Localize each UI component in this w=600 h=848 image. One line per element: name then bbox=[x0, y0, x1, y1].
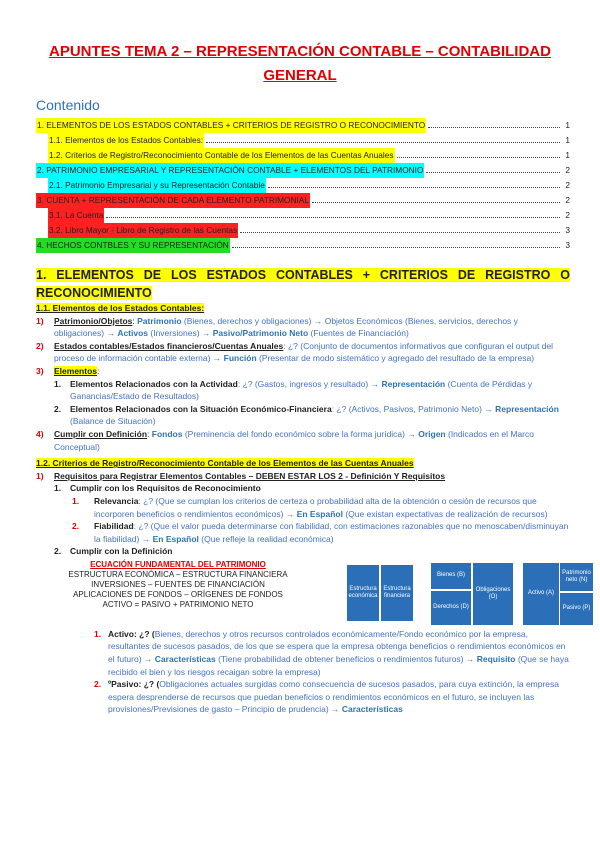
list-item: 2. Cumplir con la Definición bbox=[54, 546, 173, 557]
list-item: 2. ºPasivo: ¿? (Obligaciones actuales surgidas como consecuencia de sucesos pasados, para cuya extinción, la empresa espera desprenderse de recursos que puedan beneficios o rendimientos económicos en el futuro, se incluyen las provisiones/Previsiones de gasto – Principio de prudencia) → Características bbox=[94, 679, 560, 715]
list-item: 1) Patrimonio/Objetos: Patrimonio (Bienes, derechos y obligaciones) → Objetos Económicos (Bienes, servicios, derechos y obligaciones) → Activos (Inversiones) → Pasivo/Patrimonio Neto (Fuentes de Financiación) bbox=[36, 315, 518, 339]
page-title: APUNTES TEMA 2 – REPRESENTACIÓN CONTABLE – CONTABILIDAD GENERAL bbox=[49, 43, 551, 84]
diagram-box: Bienes (B) bbox=[430, 562, 472, 590]
toc-entry[interactable]: 1. ELEMENTOS DE LOS ESTADOS CONTABLES + CRITERIOS DE REGISTRO O RECONOCIMIENTO 1 bbox=[36, 118, 570, 133]
list-item: 1. Elementos Relacionados con la Actividad: ¿? (Gastos, ingresos y resultado) → Representación (Cuenta de Pérdidas y Ganancias/Estado de Resultados) bbox=[54, 378, 533, 402]
diagram-box: Estructura financiera bbox=[380, 564, 414, 622]
toc-entry[interactable]: 1.1. Elementos de los Estados Contables: 1 bbox=[36, 133, 570, 148]
list-item: 2. Elementos Relacionados con la Situación Económico-Financiera: ¿? (Activos, Pasivos, Patrimonio Neto) → Representación (Balance de Situación) bbox=[54, 403, 559, 427]
diagram-box: Activo (A) bbox=[522, 562, 560, 626]
toc-entry[interactable]: 1.2. Criterios de Registro/Reconocimiento Contable de los Elementos de las Cuentas Anuales 1 bbox=[36, 148, 570, 163]
list-item: 2) Estados contables/Estados financieros/Cuentas Anuales: ¿? (Conjunto de documentos informativos que configuran el output del proceso de información contable externa) → Función (Presentar de modo sistemático y agregado del resultado de la empresa) bbox=[36, 340, 554, 364]
subsection-heading: 1.2. Criterios de Registro/Reconocimiento Contable de los Elementos de las Cuentas Anuales bbox=[36, 458, 414, 469]
diagram-box: Obligaciones (O) bbox=[472, 562, 514, 626]
toc-entry[interactable]: 3.2. Libro Mayor - Libro de Registro de las Cuentas 3 bbox=[36, 223, 570, 238]
patrimony-diagram bbox=[346, 560, 592, 626]
section-heading: 1. ELEMENTOS DE LOS ESTADOS CONTABLES + CRITERIOS DE REGISTRO O RECONOCIMIENTO bbox=[36, 268, 570, 300]
toc-entry[interactable]: 2. PATRIMONIO EMPRESARIAL Y REPRESENTACIÓN CONTABLE + ELEMENTOS DEL PATRIMONIO 2 bbox=[36, 163, 570, 178]
diagram-box: Estructura económica bbox=[346, 564, 380, 622]
diagram-box: Pasivo (P) bbox=[559, 592, 594, 626]
list-item: 1. Relevancia: ¿? (Que se cumplan los criterios de certeza o probabilidad alta de la obtención o cesión de recursos que incorporen beneficios o rendimientos económicos) → En Español (Que existan expectativas de realización de recursos) bbox=[72, 495, 548, 519]
list-item: 3) Elementos: bbox=[36, 365, 100, 376]
toc-entry[interactable]: 3. CUENTA + REPRESENTACIÓN DE CADA ELEMENTO PATRIMONIAL 2 bbox=[36, 193, 570, 208]
list-item: 2. Fiabilidad: ¿? (Que el valor pueda determinarse con fiabilidad, con estimaciones razonables que no menoscaben/disminuyan la fiabilidad) → En Español (Que refleje la realidad económica) bbox=[72, 521, 569, 544]
list-item: 1) Requisitos para Registrar Elementos Contables – DEBEN ESTAR LOS 2 - Definición Y Requisitos bbox=[36, 470, 446, 481]
toc-entry[interactable]: 3.1. La Cuenta 2 bbox=[36, 208, 570, 223]
equation-figure bbox=[58, 559, 591, 628]
toc-entry[interactable]: 4. HECHOS CONTBLES Y SU REPRESENTACIÓN 3 bbox=[36, 238, 570, 253]
equation-text: ECUACIÓN FUNDAMENTAL DEL PATRIMONIO ESTRUCTURA ECONÓMICA – ESTRUCTURA FINANCIERA INVERSIONES – FUENTES DE FINANCIACIÓN APLICACIONES DE FONDOS – ORÍGENES DE FONDOS ACTIVO = PASIVO + PATRIMONIO NETO bbox=[68, 559, 288, 609]
table-of-contents bbox=[36, 118, 570, 253]
contents-heading: Contenido bbox=[36, 97, 100, 113]
list-item: 4) Cumplir con Definición: Fondos (Preminencia del fondo económico sobre la forma jurídica) → Origen (Indicados en el Marco Conceptual) bbox=[36, 428, 534, 452]
section-body bbox=[36, 302, 591, 716]
diagram-box: Patrimonio neto (N) bbox=[559, 562, 594, 592]
list-item: 1. Cumplir con los Requisitos de Reconocimiento bbox=[54, 483, 261, 494]
diagram-box: Derechos (D) bbox=[430, 590, 472, 626]
list-item: 1. Activo: ¿? (Bienes, derechos y otros recursos controlados económicamente/Fondo económico por la empresa, resultantes de sucesos pasados, de los que se espera que la empresa obtenga beneficios o rendimientos económicos en el futuro) → Características (Tiene probabilidad de obtener beneficios o rendimientos futuros) → Requisito (Que se haya recibido el bien y los riesgos recaigan sobre la empresa) bbox=[94, 628, 569, 677]
toc-entry[interactable]: 2.1. Patrimonio Empresarial y su Representación Contable 2 bbox=[36, 178, 570, 193]
subsection-heading: 1.1. Elementos de los Estados Contables: bbox=[36, 303, 205, 313]
